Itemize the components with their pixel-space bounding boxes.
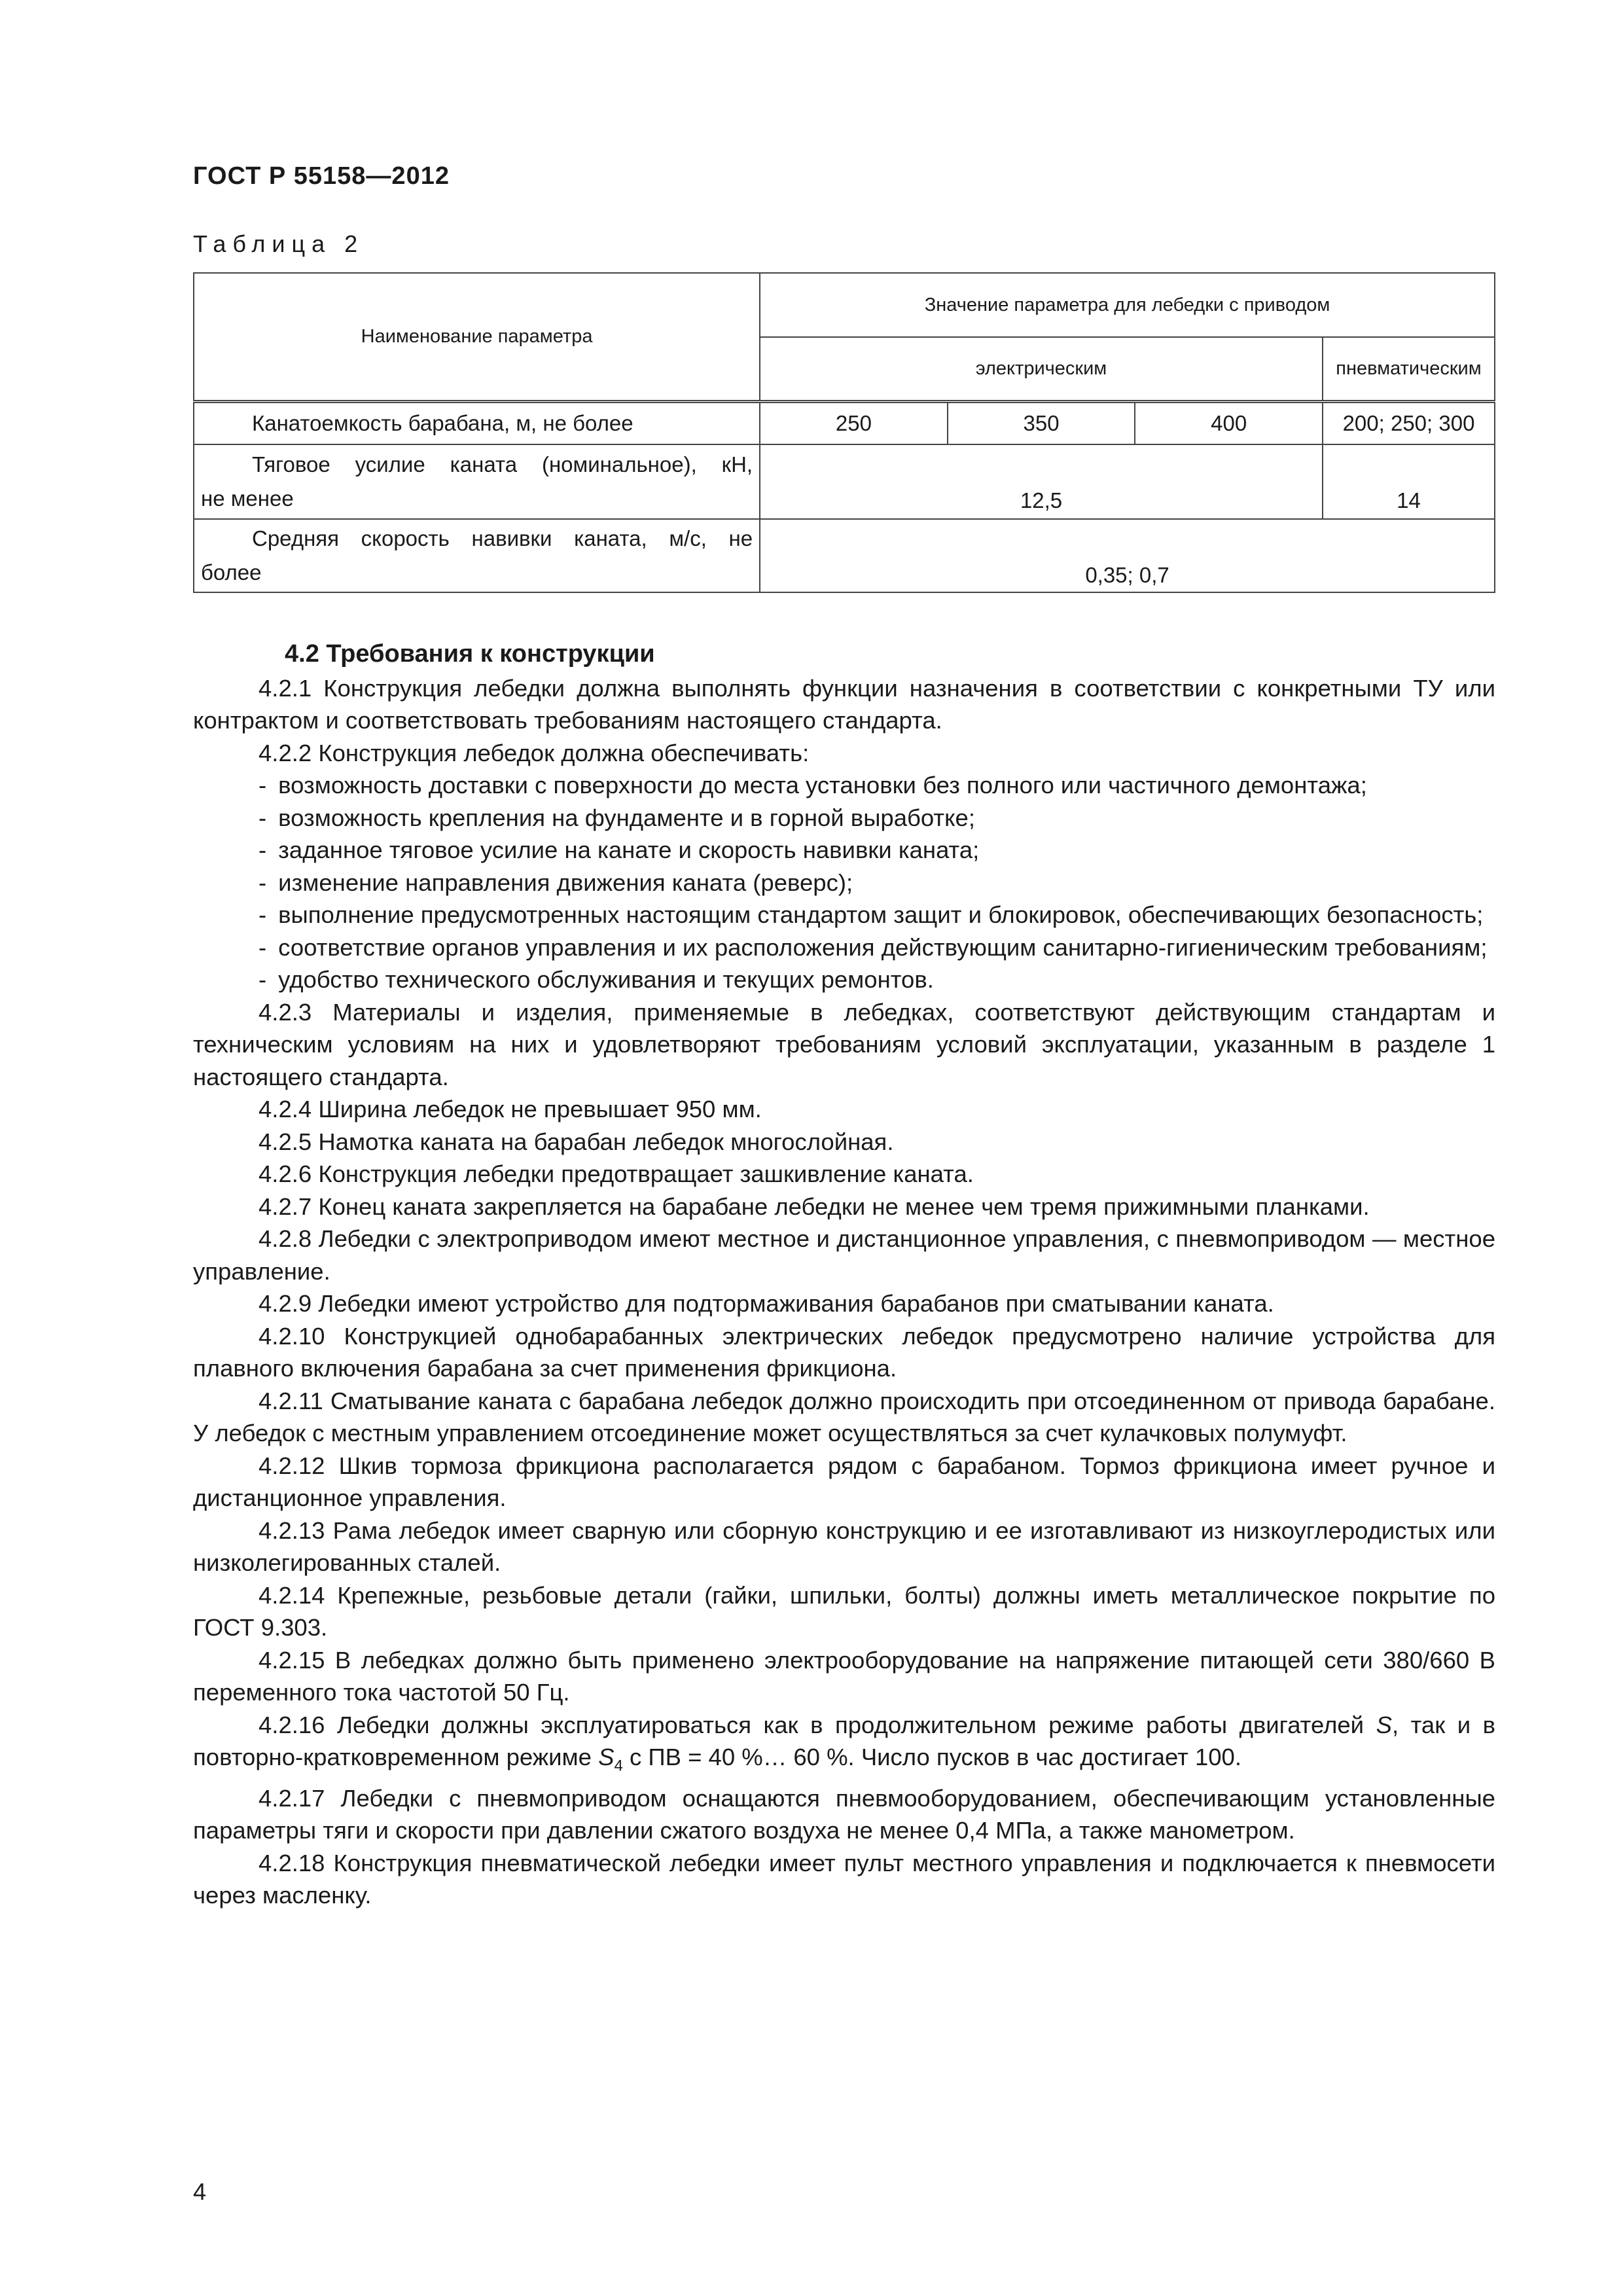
- list-item-text: возможность доставки с поверхности до места установки без полного или частичного демонтажа;: [278, 772, 1367, 798]
- list-item: [193, 834, 1495, 867]
- page-number: 4: [193, 2178, 207, 2205]
- row-label-line: более: [201, 560, 262, 584]
- row-label-line: Тяговое усилие каната (номинальное), кН,: [252, 452, 753, 476]
- header-pneumatic: пневматическим: [1323, 337, 1495, 401]
- list-item: [193, 867, 1495, 899]
- paragraph-part: , так и в повторно-кратковременном режиме: [193, 1711, 1496, 1770]
- header-param-name: Наименование параметра: [194, 273, 760, 401]
- document-header: ГОСТ Р 55158—2012: [193, 162, 450, 190]
- paragraph: 4.2.7 Конец каната закрепляется на барабане лебедки не менее чем тремя прижимными планками.: [259, 1193, 1370, 1220]
- paragraph: 4.2.10 Конструкцией однобарабанных электрических лебедок предусмотрено наличие устройства для плавного включения барабана за счет применения фрикциона.: [193, 1322, 1495, 1382]
- row-label-line: не менее: [201, 486, 294, 511]
- list-item-text: изменение направления движения каната (реверс);: [278, 869, 853, 896]
- row-label: [194, 444, 760, 519]
- paragraph: 4.2.15 В лебедках должно быть применено электрооборудование на напряжение питающей сети 380/660 В переменного тока частотой 50 Гц.: [193, 1646, 1495, 1706]
- bullet-dash: -: [259, 869, 267, 896]
- paragraph: 4.2.1 Конструкция лебедки должна выполнять функции назначения в соответствии с конкретными ТУ или контрактом и соответствовать требованиям настоящего стандарта.: [193, 674, 1495, 734]
- parameters-table: [193, 272, 1495, 593]
- row-label-line: Средняя скорость навивки каната, м/с, не: [252, 526, 753, 550]
- bullet-dash: -: [259, 901, 267, 928]
- symbol-s4: S: [598, 1744, 615, 1770]
- bullet-dash: -: [259, 804, 267, 831]
- header-electric: электрическим: [760, 337, 1323, 401]
- row-label: Канатоемкость барабана, м, не более: [194, 401, 760, 444]
- row-label: [194, 519, 760, 592]
- paragraph: 4.2.6 Конструкция лебедки предотвращает зашкивление каната.: [259, 1160, 974, 1187]
- paragraph: 4.2.13 Рама лебедок имеет сварную или сборную конструкцию и ее изготавливают из низкоуглеродистых или низколегированных сталей.: [193, 1516, 1495, 1576]
- paragraph: 4.2.5 Намотка каната на барабан лебедок многослойная.: [259, 1128, 894, 1155]
- cell-value: 12,5: [760, 444, 1323, 519]
- cell-value: 200; 250; 300: [1323, 401, 1495, 444]
- cell-value: 250: [760, 401, 948, 444]
- list-item-text: возможность крепления на фундаменте и в горной выработке;: [278, 804, 975, 831]
- paragraph: 4.2.9 Лебедки имеют устройство для подтормаживания барабанов при сматывании каната.: [259, 1290, 1274, 1317]
- cell-value: 400: [1135, 401, 1323, 444]
- list-item-text: соответствие органов управления и их расположения действующим санитарно-гигиеническим требованиям;: [278, 933, 1488, 961]
- bullet-dash: -: [259, 836, 267, 863]
- paragraph: 4.2.17 Лебедки с пневмоприводом оснащаются пневмооборудованием, обеспечивающим установленные параметры тяги и скорости при давлении сжатого воздуха не менее 0,4 МПа, а также манометром.: [193, 1784, 1495, 1844]
- table-row: [194, 401, 1495, 444]
- paragraph: [193, 1709, 1495, 1782]
- list-item: [193, 802, 1495, 834]
- table-row: [194, 444, 1495, 519]
- header-param-value: Значение параметра для лебедки с приводом: [760, 273, 1495, 337]
- section-body: [193, 638, 1495, 1912]
- list-item: [193, 899, 1495, 931]
- paragraph: 4.2.11 Сматывание каната с барабана лебедок должно происходить при отсоединенном от привода барабане. У лебедок с местным управлением отсоединение может осуществляться за счет кулачковых полумуфт.: [193, 1387, 1495, 1446]
- cell-value: 0,35; 0,7: [760, 519, 1495, 592]
- symbol-s: S: [1376, 1711, 1392, 1738]
- list-item: [193, 931, 1495, 964]
- subscript: 4: [614, 1757, 623, 1775]
- paragraph-part: с ПВ = 40 %… 60 %. Число пусков в час достигает 100.: [622, 1744, 1241, 1770]
- bullet-dash: -: [259, 772, 267, 798]
- paragraph: 4.2.3 Материалы и изделия, применяемые в лебедках, соответствуют действующим стандартам и техническим условиям на них и удовлетворяют требованиям условий эксплуатации, указанным в разделе 1 настоящего стандарта.: [193, 998, 1495, 1090]
- table-caption: Таблица 2: [193, 230, 365, 257]
- paragraph: 4.2.8 Лебедки с электроприводом имеют местное и дистанционное управления, с пневмоприводом — местное управление.: [193, 1225, 1495, 1285]
- cell-value: 14: [1323, 444, 1495, 519]
- paragraph: 4.2.4 Ширина лебедок не превышает 950 мм.: [259, 1096, 762, 1122]
- bullet-dash: -: [259, 933, 267, 961]
- list-item-text: выполнение предусмотренных настоящим стандартом защит и блокировок, обеспечивающих безопасность;: [278, 901, 1484, 928]
- paragraph: 4.2.12 Шкив тормоза фрикциона располагается рядом с барабаном. Тормоз фрикциона имеет ручное и дистанционное управления.: [193, 1452, 1495, 1511]
- list-item: [193, 963, 1495, 996]
- table-row: [194, 519, 1495, 592]
- paragraph: 4.2.14 Крепежные, резьбовые детали (гайки, шпильки, болты) должны иметь металлическое покрытие по ГОСТ 9.303.: [193, 1581, 1495, 1641]
- section-title: 4.2 Требования к конструкции: [285, 640, 655, 668]
- paragraph: 4.2.18 Конструкция пневматической лебедки имеет пульт местного управления и подключается к пневмосети через масленку.: [193, 1849, 1495, 1909]
- paragraph: 4.2.2 Конструкция лебедок должна обеспечивать:: [259, 739, 810, 766]
- list-item: [193, 769, 1495, 802]
- list-item-text: удобство технического обслуживания и текущих ремонтов.: [278, 966, 934, 993]
- bullet-dash: -: [259, 966, 267, 993]
- cell-value: 350: [948, 401, 1135, 444]
- list-item-text: заданное тяговое усилие на канате и скорость навивки каната;: [278, 836, 980, 863]
- paragraph-part: 4.2.16 Лебедки должны эксплуатироваться как в продолжительном режиме работы двигателей: [259, 1711, 1376, 1738]
